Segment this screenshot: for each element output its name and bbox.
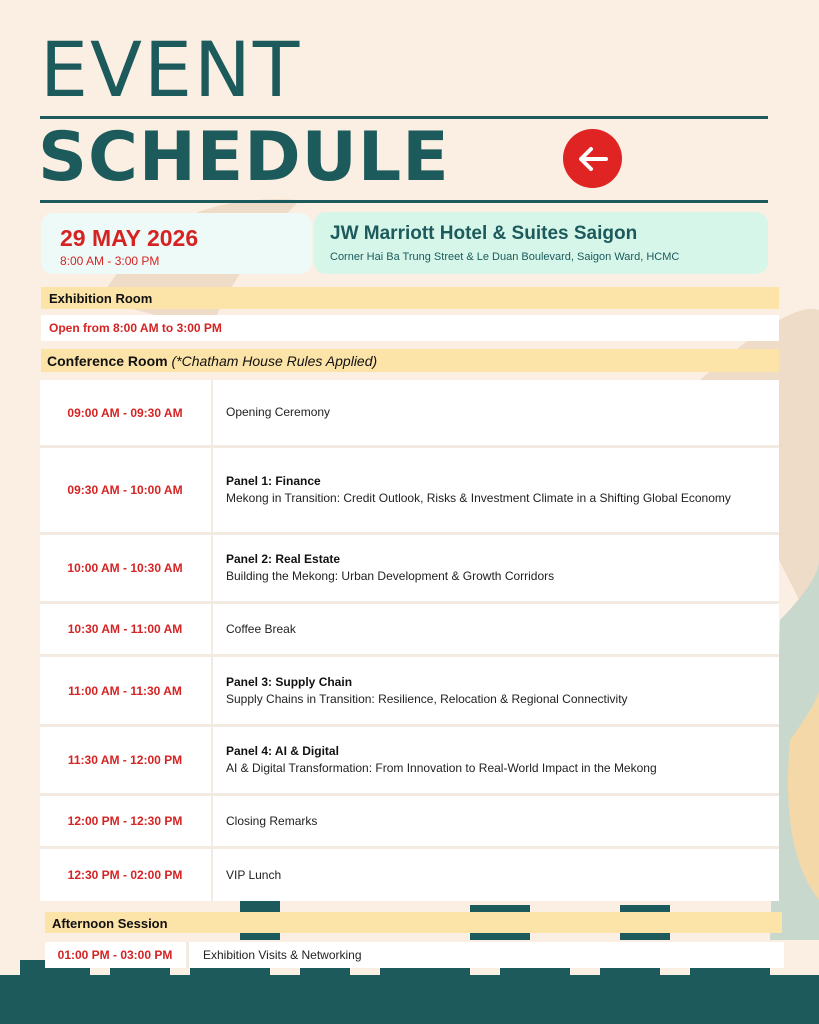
table-row (40, 380, 779, 445)
row-title: Panel 3: Supply Chain (226, 674, 353, 689)
afternoon-session-label: Afternoon Session (52, 916, 168, 931)
row-divider (211, 380, 213, 445)
table-row (40, 727, 779, 793)
row-title: Panel 2: Real Estate (226, 552, 341, 566)
conference-room-label: Conference Room (47, 353, 168, 369)
row-description: Supply Chains in Transition: Resilience, Relocation & Regional Connectivity (226, 691, 628, 706)
row-divider (211, 604, 213, 654)
exhibition-hours: Open from 8:00 AM to 3:00 PM (49, 321, 222, 335)
row-description: Building the Mekong: Urban Development & Growth Corridors (226, 569, 555, 583)
back-button[interactable] (563, 129, 622, 188)
row-time: 12:00 PM - 12:30 PM (67, 814, 183, 828)
conference-room-band (41, 349, 779, 372)
row-description: Coffee Break (226, 621, 296, 636)
row-time: 12:30 PM - 02:00 PM (67, 868, 183, 882)
row-title: Panel 1: Finance (226, 474, 321, 488)
row-title: Panel 4: AI & Digital (226, 744, 339, 758)
table-row (40, 796, 779, 846)
row-divider (211, 657, 213, 724)
venue-address: Corner Hai Ba Trung Street & Le Duan Boulevard, Saigon Ward, HCMC (330, 251, 680, 263)
event-date-box (41, 213, 312, 274)
row-divider (211, 727, 213, 793)
header-event: EVENT (40, 25, 302, 114)
row-description: VIP Lunch (226, 867, 282, 882)
row-time: 01:00 PM - 03:00 PM (57, 948, 173, 962)
row-content (226, 796, 743, 846)
row-time: 09:30 AM - 10:00 AM (67, 483, 183, 497)
arrow-left-icon (576, 145, 610, 173)
row-divider (211, 448, 213, 532)
event-date: 29 MAY 2026 (60, 225, 199, 251)
row-time: 11:00 AM - 11:30 AM (68, 683, 182, 698)
row-description: AI & Digital Transformation: From Innovation to Real-World Impact in the Mekong (226, 761, 657, 775)
venue-name: JW Marriott Hotel & Suites Saigon (330, 223, 638, 244)
row-content (226, 604, 743, 654)
row-content (226, 849, 743, 901)
row-description: Exhibition Visits & Networking (203, 948, 362, 962)
table-row (40, 657, 779, 724)
event-hours: 8:00 AM - 3:00 PM (60, 254, 160, 268)
conference-room-note: (*Chatham House Rules Applied) (171, 353, 378, 369)
row-divider (211, 849, 213, 901)
row-divider (211, 796, 213, 846)
header-rule-bottom (40, 200, 768, 203)
row-divider (186, 942, 189, 968)
table-row (40, 604, 779, 654)
row-content (226, 727, 743, 793)
row-divider (211, 535, 213, 601)
table-row (40, 448, 779, 532)
row-content (226, 657, 743, 724)
table-row (40, 535, 779, 601)
table-row (40, 849, 779, 901)
row-content (226, 535, 743, 601)
exhibition-room-label: Exhibition Room (49, 291, 153, 306)
row-description: Closing Remarks (226, 813, 318, 828)
venue-box (314, 212, 768, 274)
row-time: 11:30 AM - 12:00 PM (67, 753, 183, 767)
header-schedule: SCHEDULE (38, 118, 450, 197)
row-time: 10:00 AM - 10:30 AM (67, 561, 183, 575)
row-time: 09:00 AM - 09:30 AM (67, 405, 183, 420)
row-description: Mekong in Transition: Credit Outlook, Risks & Investment Climate in a Shifting Global Economy (226, 491, 731, 505)
row-time: 10:30 AM - 11:00 AM (67, 622, 183, 636)
exhibition-room-band (41, 287, 779, 309)
row-content (226, 448, 743, 532)
table-row (45, 942, 784, 968)
row-content (226, 380, 743, 445)
row-description: Opening Ceremony (226, 405, 331, 419)
afternoon-session-band (45, 912, 782, 933)
